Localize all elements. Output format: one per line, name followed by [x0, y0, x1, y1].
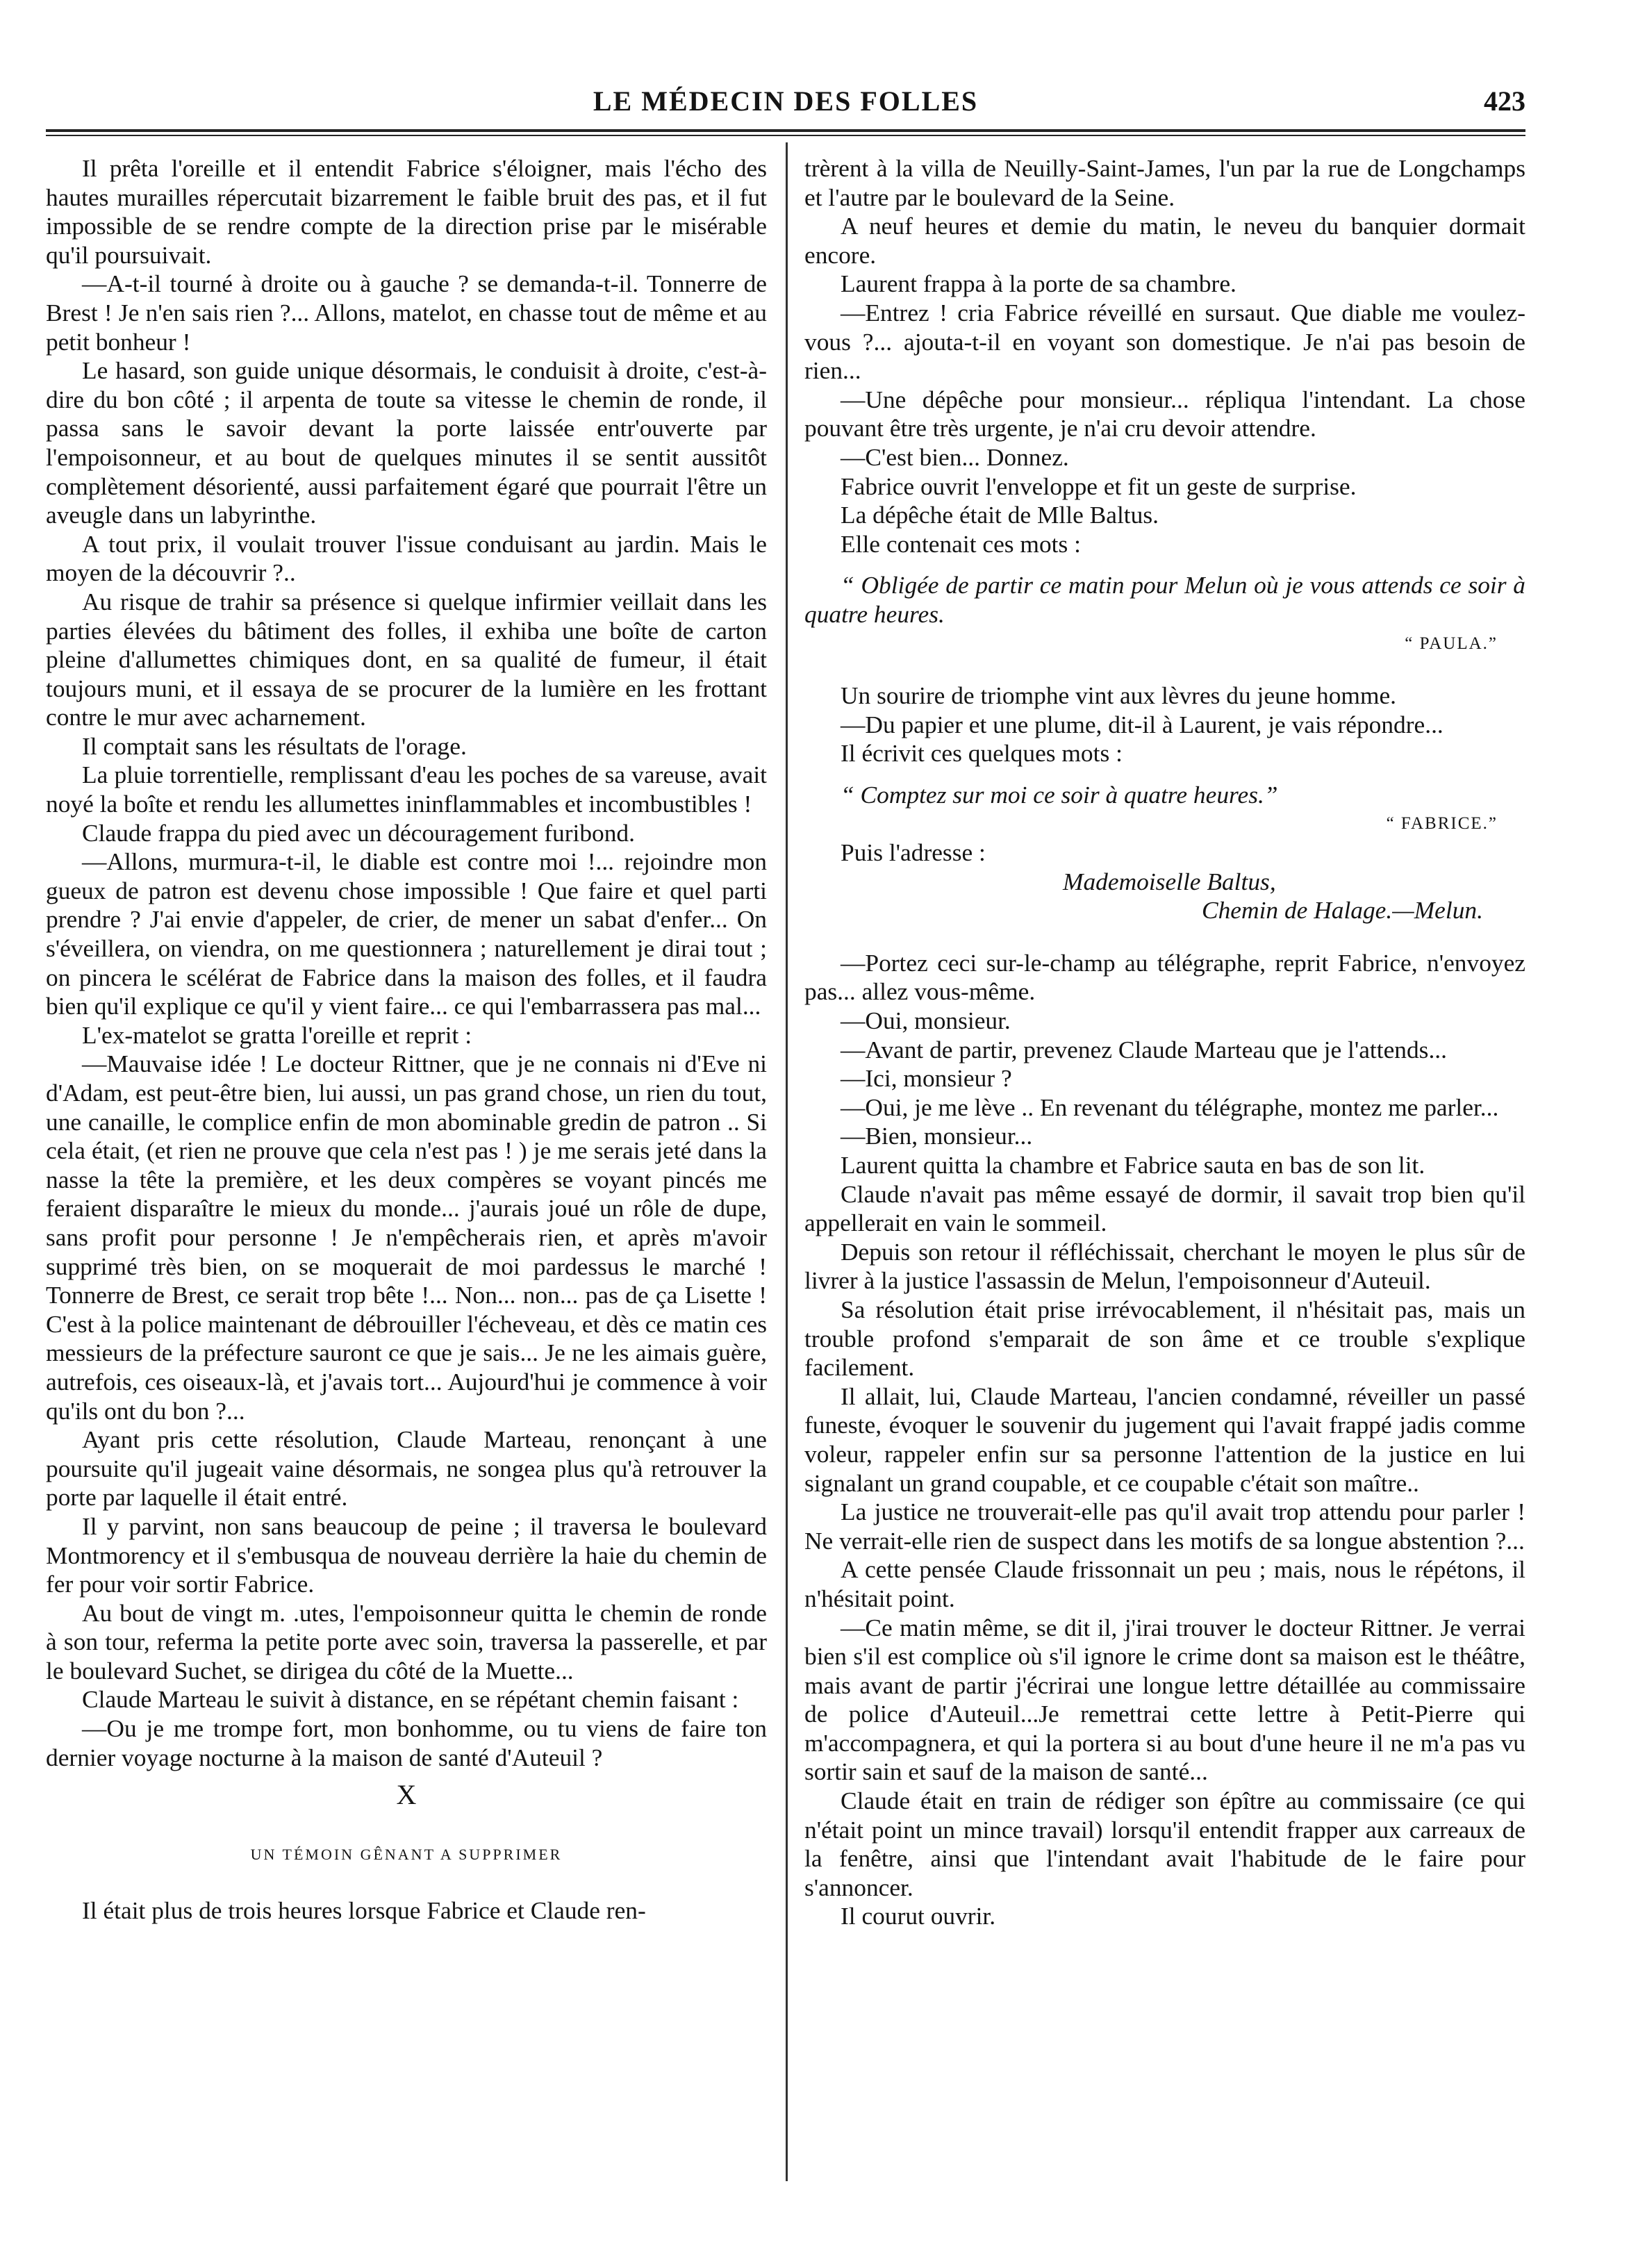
right-column	[804, 154, 1525, 1931]
paragraph: Il était plus de trois heures lorsque Fabrice et Claude ren-	[82, 1896, 646, 1925]
paragraph: Claude Marteau le suivit à distance, en se répétant chemin faisant :	[82, 1685, 739, 1714]
paragraph: —Une dépêche pour monsieur... répliqua l'intendant. La chose pouvant être très urgente, je n'ai cru devoir attendre.	[804, 385, 1525, 442]
paragraph: A neuf heures et demie du matin, le neveu du banquier dormait encore.	[804, 212, 1525, 269]
paragraph: Claude n'avait pas même essayé de dormir, il savait trop bien qu'il appellerait en vain le sommeil.	[804, 1179, 1525, 1237]
paragraph: Il allait, lui, Claude Marteau, l'ancien condamné, réveiller un passé funeste, évoquer le souvenir du jugement qui l'avait frappé jadis comme voleur, rappeler enfin sur sa personne l'attention de la justice en lui signalant un grand coupable, et ce coupable c'était son maître..	[804, 1382, 1525, 1497]
paragraph: L'ex-matelot se gratta l'oreille et reprit :	[82, 1020, 472, 1049]
paragraph: —Ce matin même, se dit il, j'irai trouver le docteur Rittner. Je verrai bien s'il est complice où s'il ignore le crime dont sa maison est le théâtre, mais avant de partir j'écrirai une longue lettre détaillée au commissaire de police d'Auteuil...Je remettrai cette lettre à Petit-Pierre qui m'accompagnera, et qui la portera si au bout d'une heure il ne m'a pas vu sortir sain et sauf de la maison de santé...	[804, 1613, 1525, 1786]
paragraph: —Ou je me trompe fort, mon bonhomme, ou tu viens de faire ton dernier voyage nocturne à la maison de santé d'Auteuil ?	[46, 1714, 767, 1771]
paragraph: A cette pensée Claude frissonnait un peu ; mais, nous le répétons, il n'hésitait point.	[804, 1555, 1525, 1612]
running-title: LE MÉDECIN DES FOLLES	[593, 85, 979, 117]
paragraph: La justice ne trouverait-elle pas qu'il avait trop attendu pour parler ! Ne verrait-elle rien de suspect dans les motifs de sa longue abstention ?...	[804, 1498, 1525, 1555]
paragraph: —Du papier et une plume, dit-il à Laurent, je vais répondre...	[841, 710, 1443, 738]
chapter-number: X	[396, 1779, 417, 1811]
paragraph: La dépêche était de Mlle Baltus.	[841, 501, 1159, 529]
paragraph: —Oui, je me lève .. En revenant du télégraphe, montez me parler...	[841, 1093, 1499, 1121]
paragraph: —Entrez ! cria Fabrice réveillé en sursaut. Que diable me voulez-vous ?... ajouta-t-il en voyant son domestique. Je n'ai pas besoin de rien...	[804, 298, 1525, 385]
address-line: Chemin de Halage.—Melun.	[1202, 896, 1483, 925]
paragraph: Il y parvint, non sans beaucoup de peine ; il traversa le boulevard Montmorency et il s'embusqua de nouveau derrière la haie du chemin de fer pour voir sortir Fabrice.	[46, 1512, 767, 1598]
paragraph: Il courut ouvrir.	[841, 1902, 996, 1930]
telegram-signature: “ FABRICE.”	[1386, 814, 1498, 834]
page-header	[46, 85, 1525, 126]
paragraph: Elle contenait ces mots :	[841, 529, 1081, 558]
paragraph: —C'est bien... Donnez.	[841, 442, 1069, 471]
paragraph: A tout prix, il voulait trouver l'issue conduisant au jardin. Mais le moyen de la découvrir ?..	[46, 529, 767, 587]
spacer	[804, 768, 1525, 781]
spacer	[804, 925, 1525, 949]
telegram-quote: “ Obligée de partir ce matin pour Melun où je vous attends ce soir à quatre heures.	[804, 571, 1525, 628]
paragraph: Un sourire de triomphe vint aux lèvres du jeune homme.	[841, 681, 1397, 710]
paragraph: Au risque de trahir sa présence si quelque infirmier veillait dans les parties élevées du bâtiment des folles, il exhiba une boîte de carton pleine d'allumettes chimiques dont, en sa qualité de fumeur, il était toujours muni, et il essaya de se procurer de la lumière en les frottant contre le mur avec acharnement.	[46, 587, 767, 731]
paragraph: trèrent à la villa de Neuilly-Saint-James, l'un par la rue de Longchamps et l'autre par le boulevard de la Seine.	[804, 154, 1525, 211]
paragraph: Claude frappa du pied avec un découragement furibond.	[82, 818, 635, 847]
spacer	[804, 658, 1525, 681]
left-column	[46, 154, 767, 1926]
paragraph: —Mauvaise idée ! Le docteur Rittner, que je ne connais ni d'Eve ni d'Adam, est peut-être bien, lui aussi, un pas grand chose, un rien du tout, une canaille, le complice enfin de mon abominable gredin de patron .. Si cela était, (et rien ne prouve que cela n'est pas ! ) je me serais jeté dans la nasse la tête la première, et les deux compères se voyant pincés me feraient disparaître le mieux du monde... j'aurais joué un rôle de dupe, sans profit pour personne ! Je n'empêcherais rien, et après m'avoir supprimé très bien, on se moquerait de moi pardessus le marché ! Tonnerre de Brest, ce serait trop bête !... Non... non... pas de ça Lisette ! C'est à la police maintenant de débrouiller l'écheveau, et dès ce matin ces messieurs de la préfecture sauront ce que je sais... Je ne les aimais guère, autrefois, ces oiseaux-là, et j'avais tort... Aujourd'hui je commence à voir qu'ils ont du bon ?...	[46, 1050, 767, 1425]
page-number: 423	[1484, 85, 1525, 117]
paragraph: —Oui, monsieur.	[841, 1007, 1011, 1035]
header-rule-thin	[46, 135, 1525, 136]
column-divider	[786, 142, 788, 2181]
telegram-signature: “ PAULA.”	[1405, 634, 1498, 653]
paragraph: Puis l'adresse :	[841, 838, 986, 867]
paragraph: Il écrivit ces quelques mots :	[841, 739, 1123, 768]
spacer	[804, 558, 1525, 571]
address-line: Mademoiselle Baltus,	[1063, 867, 1276, 895]
paragraph: Depuis son retour il réfléchissait, cherchant le moyen le plus sûr de livrer à la justice l'assassin de Melun, l'empoisonneur d'Auteuil.	[804, 1237, 1525, 1295]
paragraph: Il prêta l'oreille et il entendit Fabrice s'éloigner, mais l'écho des hautes murailles répercutait bizarrement le faible bruit des pas, et il fut impossible de se rendre compte de la direction prise par le misérable qu'il poursuivait.	[46, 154, 767, 269]
paragraph: Ayant pris cette résolution, Claude Marteau, renonçant à une poursuite qu'il jugeait vaine désormais, ne songea plus qu'à retrouver la porte par laquelle il était entré.	[46, 1425, 767, 1512]
paragraph: —Allons, murmura-t-il, le diable est contre moi !... rejoindre mon gueux de patron est devenu chose impossible ! Que faire et quel parti prendre ? J'ai envie d'appeler, de crier, de mener un sabat d'enfer... On s'éveillera, on viendra, on me questionnera ; naturellement je dirai tout ; on pincera le scélérat de Fabrice dans la maison des folles, et il faudra bien qu'il explique ce qu'il y vient faire... ce qui l'embarrassera pas mal...	[46, 847, 767, 1020]
paragraph: Laurent frappa à la porte de sa chambre.	[841, 270, 1236, 298]
paragraph: Le hasard, son guide unique désormais, le conduisit à droite, c'est-à-dire du bon côté ; il arpenta de toute sa vitesse le chemin de ronde, il passa sans le savoir devant la porte laissée entr'ouverte par l'empoisonneur, et au bout de quelques minutes il se sentit aussitôt complètement désorienté, aussi parfaitement égaré que pourrait l'être un aveugle dans un labyrinthe.	[46, 356, 767, 529]
chapter-title: UN TÉMOIN GÊNANT A SUPPRIMER	[250, 1845, 563, 1863]
header-rule	[46, 129, 1525, 132]
paragraph: Fabrice ouvrit l'enveloppe et fit un geste de surprise.	[841, 472, 1357, 500]
paragraph: La pluie torrentielle, remplissant d'eau les poches de sa vareuse, avait noyé la boîte et rendu les allumettes ininflammables et incombustibles !	[46, 761, 767, 818]
paragraph: Sa résolution était prise irrévocablement, il n'hésitait pas, mais un trouble profond s'emparait de son âme et ce trouble s'explique facilement.	[804, 1295, 1525, 1382]
paragraph: —Ici, monsieur ?	[841, 1064, 1012, 1093]
paragraph: Il comptait sans les résultats de l'orage.	[82, 731, 467, 760]
paragraph: Claude était en train de rédiger son épître au commissaire (ce qui n'était point un mince travail) lorsqu'il entendit frapper aux carreaux de la fenêtre, ainsi que l'intendant avait l'habitude de le faire pour s'annoncer.	[804, 1787, 1525, 1901]
paragraph: —Portez ceci sur-le-champ au télégraphe, reprit Fabrice, n'envoyez pas... allez vous-même.	[804, 948, 1525, 1006]
paragraph: —A-t-il tourné à droite ou à gauche ? se demanda-t-il. Tonnerre de Brest ! Je n'en sais rien ?... Allons, matelot, en chasse tout de même et au petit bonheur !	[46, 270, 767, 356]
paragraph: Au bout de vingt m. .utes, l'empoisonneur quitta le chemin de ronde à son tour, referma la petite porte avec soin, traversa la passerelle, et par le boulevard Suchet, se dirigea du côté de la Muette...	[46, 1598, 767, 1685]
paragraph: —Avant de partir, prevenez Claude Marteau que je l'attends...	[841, 1035, 1447, 1063]
telegram-quote: “ Comptez sur moi ce soir à quatre heures.”	[841, 780, 1278, 809]
paragraph: —Bien, monsieur...	[841, 1122, 1033, 1150]
paragraph: Laurent quitta la chambre et Fabrice sauta en bas de son lit.	[841, 1151, 1425, 1179]
